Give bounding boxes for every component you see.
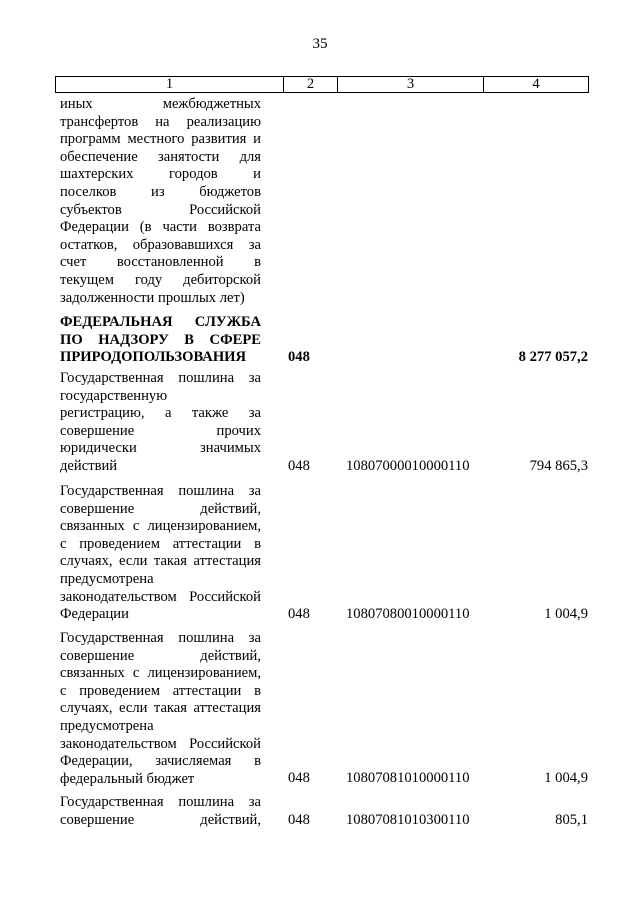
header-col-3: 3: [406, 76, 415, 92]
admin-code: 048: [288, 349, 310, 365]
description-line: поселков из бюджетов: [60, 183, 261, 200]
description-line: совершение действий,: [60, 500, 261, 517]
description-line: задолженности прошлых лет): [60, 289, 245, 306]
description-line: предусмотрена: [60, 570, 154, 587]
description-line: действий: [60, 457, 118, 474]
description-line: программ местного развития и: [60, 131, 261, 148]
description-line: остатков, образовавшихся за: [60, 236, 261, 253]
description-line: совершение действий,: [60, 811, 261, 828]
header-col-4: 4: [532, 76, 540, 92]
description-line: Государственная пошлина за: [60, 370, 261, 386]
description-line: Федерации: [60, 606, 129, 623]
description-line: Федерации, зачисляемая в: [60, 753, 261, 770]
header-col-1: 1: [165, 76, 174, 92]
description-line: ПО НАДЗОРУ В СФЕРЕ: [60, 331, 261, 348]
row-description: [60, 630, 261, 788]
description-line: случаях, если такая аттестация: [60, 700, 261, 717]
page-number: 35: [312, 36, 328, 52]
amount: 805,1: [555, 812, 588, 828]
amount: 8 277 057,2: [518, 349, 588, 365]
description-line: федеральный бюджет: [60, 770, 195, 787]
budget-classification-code: 10807081010000110: [346, 770, 470, 786]
row-description: [60, 483, 261, 624]
row-description: [60, 96, 261, 307]
description-line: регистрацию, а также за: [60, 405, 261, 422]
amount: 1 004,9: [544, 770, 588, 786]
table-header: [55, 76, 589, 93]
admin-code: 048: [288, 458, 310, 474]
admin-code: 048: [288, 812, 310, 828]
description-line: Государственная пошлина за: [60, 794, 261, 810]
description-line: с проведением аттестации в: [60, 535, 261, 552]
budget-classification-code: 10807081010300110: [346, 812, 470, 828]
description-line: трансфертов на реализацию: [60, 113, 261, 130]
description-line: шахтерских городов и: [60, 166, 261, 183]
description-line: предусмотрена: [60, 717, 154, 734]
budget-classification-code: 10807000010000110: [346, 458, 470, 474]
amount: 794 865,3: [529, 458, 588, 474]
description-line: законодательством Российской: [60, 735, 261, 752]
description-line: законодательством Российской: [60, 588, 261, 605]
description-line: юридически значимых: [60, 440, 261, 457]
admin-code: 048: [288, 606, 310, 622]
description-line: совершение прочих: [60, 422, 261, 439]
description-line: с проведением аттестации в: [60, 682, 261, 699]
description-line: государственную: [60, 387, 168, 404]
description-line: ПРИРОДОПОЛЬЗОВАНИЯ: [60, 349, 247, 366]
budget-classification-code: 10807080010000110: [346, 606, 470, 622]
description-line: субъектов Российской: [60, 201, 261, 218]
description-line: случаях, если такая аттестация: [60, 553, 261, 570]
admin-code: 048: [288, 770, 310, 786]
description-line: Государственная пошлина за: [60, 630, 261, 646]
header-col-2: 2: [306, 76, 315, 92]
row-description: [60, 370, 261, 476]
description-line: совершение действий,: [60, 647, 261, 664]
description-line: иных межбюджетных: [60, 96, 261, 112]
description-line: Федерации (в части возврата: [60, 219, 261, 236]
description-line: обеспечение занятости для: [60, 148, 261, 165]
agency-name: [60, 314, 261, 367]
description-line: связанных с лицензированием,: [60, 665, 261, 682]
description-line: счет восстановленной в: [60, 254, 261, 271]
description-line: Государственная пошлина за: [60, 483, 261, 499]
amount: 1 004,9: [544, 606, 588, 622]
description-line: связанных с лицензированием,: [60, 518, 261, 535]
description-line: ФЕДЕРАЛЬНАЯ СЛУЖБА: [60, 314, 261, 330]
description-line: текущем году дебиторской: [60, 271, 261, 288]
row-description: [60, 794, 261, 829]
